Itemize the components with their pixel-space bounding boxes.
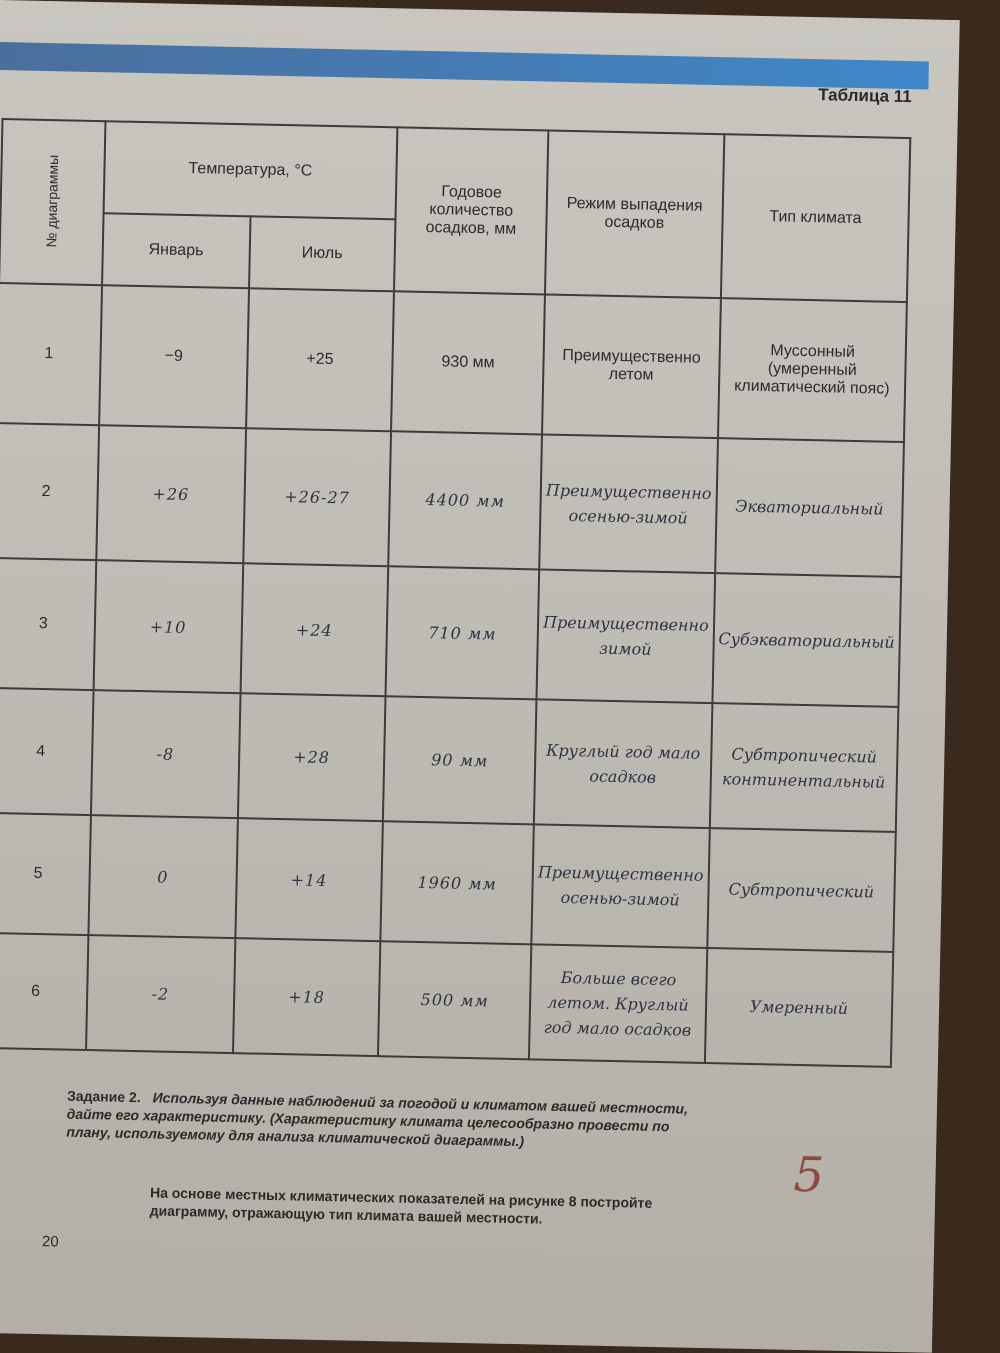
- climate-type: Субтропический: [707, 828, 896, 952]
- precipitation: 500 мм: [378, 941, 531, 1059]
- precip-regime: Преимущественно зимой: [537, 569, 715, 703]
- task-text: Используя данные наблюдений за погодой и климатом вашей местности, дайте его характеристику. (Характеристику климата целесообразно провести по плану, используемому для анализа климатической диаграммы.): [66, 1089, 689, 1150]
- row-number: 4: [0, 688, 93, 815]
- header-january: Январь: [102, 213, 250, 288]
- header-regime: Режим выпадения осадков: [545, 131, 724, 299]
- table-row: [0, 423, 904, 577]
- task-title: Задание 2.: [66, 1087, 141, 1106]
- july-temp: +25: [246, 288, 394, 431]
- row-number: 5: [0, 813, 91, 935]
- task-2: [66, 1087, 707, 1154]
- header-climate-type: Тип климата: [721, 134, 911, 302]
- precipitation: 1960 мм: [380, 821, 533, 944]
- july-temp: +24: [240, 563, 388, 696]
- table-row: [0, 283, 907, 442]
- header-band: [0, 42, 929, 89]
- precip-regime: Больше всего летом. Круглый год мало осадков: [529, 944, 707, 1063]
- january-temp: 0: [88, 815, 237, 938]
- july-temp: +28: [238, 693, 386, 821]
- row-number: 2: [0, 423, 99, 560]
- precipitation: 710 мм: [386, 566, 540, 699]
- precipitation: 90 мм: [383, 696, 537, 824]
- january-temp: −9: [99, 285, 249, 428]
- page-number: 20: [41, 1233, 59, 1251]
- climate-type: Субтропический континентальный: [709, 703, 898, 832]
- grade-mark: 5: [792, 1146, 825, 1204]
- row-number: 6: [0, 933, 88, 1050]
- table-row: [0, 558, 901, 707]
- precipitation: 930 мм: [391, 291, 545, 434]
- july-temp: +18: [233, 938, 381, 1056]
- climate-type: Муссонный (умеренный климатический пояс): [718, 298, 907, 442]
- task-2-instruction: На основе местных климатических показателей на рисунке 8 постройте диаграмму, отражающую тип климата вашей местности.: [149, 1184, 653, 1227]
- table-row: [0, 688, 898, 832]
- table-label: Таблица 11: [817, 85, 912, 107]
- row-number: 1: [0, 283, 102, 425]
- precip-regime: Преимущественно осенью-зимой: [531, 824, 709, 948]
- table-row: [0, 933, 893, 1067]
- january-temp: +10: [93, 560, 243, 693]
- climate-type: Экваториальный: [715, 438, 904, 577]
- header-july: Июль: [249, 216, 396, 291]
- climate-table: [0, 118, 911, 1068]
- header-temperature: Температура, °С: [103, 121, 397, 219]
- july-temp: +26-27: [243, 428, 391, 566]
- header-diagram-number: № диаграммы: [0, 119, 105, 285]
- january-temp: -8: [91, 690, 241, 818]
- july-temp: +14: [235, 818, 383, 941]
- precip-regime: Преимущественно летом: [542, 294, 721, 438]
- header-precipitation: Годовое количество осадков, мм: [394, 127, 548, 294]
- climate-type: Умеренный: [705, 948, 894, 1067]
- table-row: [0, 813, 896, 952]
- climate-type: Субэкваториальный: [712, 573, 901, 707]
- precip-regime: Круглый год мало осадков: [534, 699, 712, 828]
- precip-regime: Преимущественно осенью-зимой: [539, 434, 717, 573]
- january-temp: +26: [96, 425, 246, 563]
- january-temp: -2: [86, 935, 235, 1053]
- precipitation: 4400 мм: [388, 431, 542, 569]
- row-number: 3: [0, 558, 96, 690]
